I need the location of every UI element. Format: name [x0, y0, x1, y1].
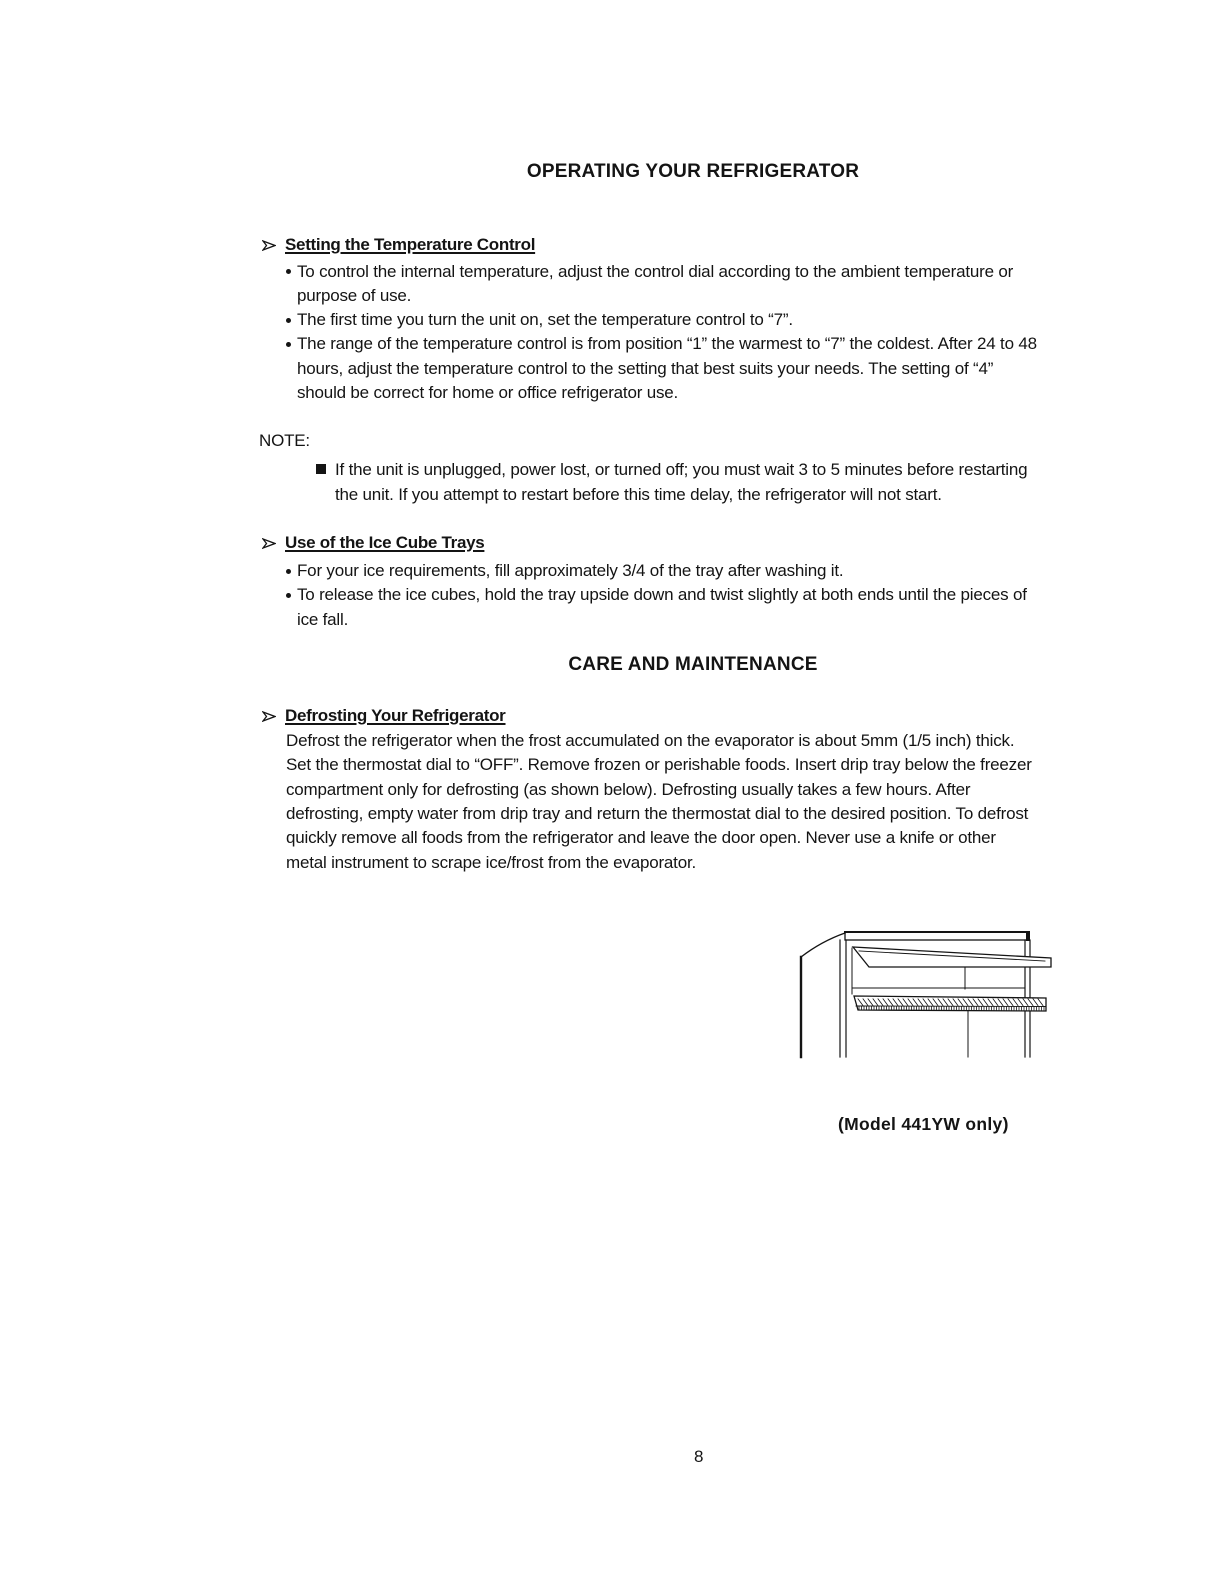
drip-tray-rim [856, 1006, 1046, 1007]
refrigerator-drip-tray-illustration [798, 928, 1060, 1062]
temperature-control-list [297, 260, 1037, 405]
paragraph-line: Set the thermostat dial to “OFF”. Remove frozen or perishable foods. Insert drip tray below the freezer [286, 755, 1032, 775]
bullet-dot-icon [286, 593, 291, 598]
bullet-dot-icon [286, 569, 291, 574]
cabinet-top-slab [845, 932, 1028, 940]
list-item-line: purpose of use. [297, 286, 412, 306]
list-item-line: hours, adjust the temperature control to the setting that best suits your needs. The setting of “4” [297, 358, 994, 378]
figure-caption: (Model 441YW only) [838, 1114, 1009, 1134]
drip-tray [854, 996, 1046, 1011]
note-line: If the unit is unplugged, power lost, or turned off; you must wait 3 to 5 minutes before restarting [335, 459, 1028, 479]
arrow-bullet-icon [262, 538, 276, 549]
note-line: the unit. If you attempt to restart before this time delay, the refrigerator will not start. [335, 484, 942, 504]
bullet-dot-icon [286, 342, 291, 347]
ice-cube-trays-heading [262, 531, 484, 555]
care-section-title: CARE AND MAINTENANCE [568, 654, 818, 675]
list-item [297, 260, 1037, 308]
list-item-line: To release the ice cubes, hold the tray upside down and twist slightly at both ends until the pieces of [297, 585, 1027, 605]
note-item [335, 457, 1027, 507]
list-item-line: The range of the temperature control is from position “1” the warmest to “7” the coldest. After 24 to 48 [297, 334, 1037, 354]
list-item-line: For your ice requirements, fill approximately 3/4 of the tray after washing it. [297, 560, 844, 580]
list-item [297, 583, 1027, 632]
ice-cube-trays-list [297, 559, 1027, 633]
temperature-control-heading [262, 233, 535, 257]
defrosting-heading-text: Defrosting Your Refrigerator [285, 706, 506, 725]
temperature-control-heading-text: Setting the Temperature Control [285, 235, 536, 254]
ice-cube-trays-heading-text: Use of the Ice Cube Trays [285, 533, 485, 552]
list-item [297, 332, 1037, 405]
list-item-line: should be correct for home or office refrigerator use. [297, 382, 679, 402]
defrosting-heading [262, 704, 506, 728]
page-number: 8 [694, 1447, 704, 1466]
paragraph-line: compartment only for defrosting (as shown below). Defrosting usually takes a few hours. After [286, 779, 971, 799]
bullet-dot-icon [286, 318, 291, 323]
arrow-bullet-shape [262, 240, 276, 251]
defrosting-paragraph [286, 729, 1032, 875]
bullet-dot-icon [286, 269, 291, 274]
operating-section-title: OPERATING YOUR REFRIGERATOR [526, 161, 860, 182]
list-item-line: ice fall. [297, 609, 349, 629]
list-item [297, 559, 1027, 584]
paragraph-line: metal instrument to scrape ice/frost from the evaporator. [286, 852, 697, 872]
cabinet-top-left-edge [801, 933, 845, 957]
arrow-bullet-shape [262, 538, 276, 549]
arrow-bullet-shape [262, 711, 276, 722]
note-label: NOTE: [259, 431, 310, 450]
square-bullet-icon [316, 464, 326, 474]
paragraph-line: defrosting, empty water from drip tray and return the thermostat dial to the desired position. To defrost [286, 803, 1029, 823]
arrow-bullet-icon [262, 240, 276, 251]
paragraph-line: quickly remove all foods from the refrigerator and leave the door open. Never use a knife or other [286, 828, 996, 848]
paragraph-line: Defrost the refrigerator when the frost accumulated on the evaporator is about 5mm (1/5 inch) thick. [286, 730, 1015, 750]
illustration-strokes [801, 931, 1051, 1057]
arrow-bullet-icon [262, 711, 276, 722]
freezer-door [853, 947, 1051, 967]
list-item-line: The first time you turn the unit on, set the temperature control to “7”. [297, 310, 793, 330]
list-item-line: To control the internal temperature, adjust the control dial according to the ambient temperature or [297, 261, 1014, 281]
note-list [335, 457, 1027, 507]
list-item [297, 308, 1037, 332]
